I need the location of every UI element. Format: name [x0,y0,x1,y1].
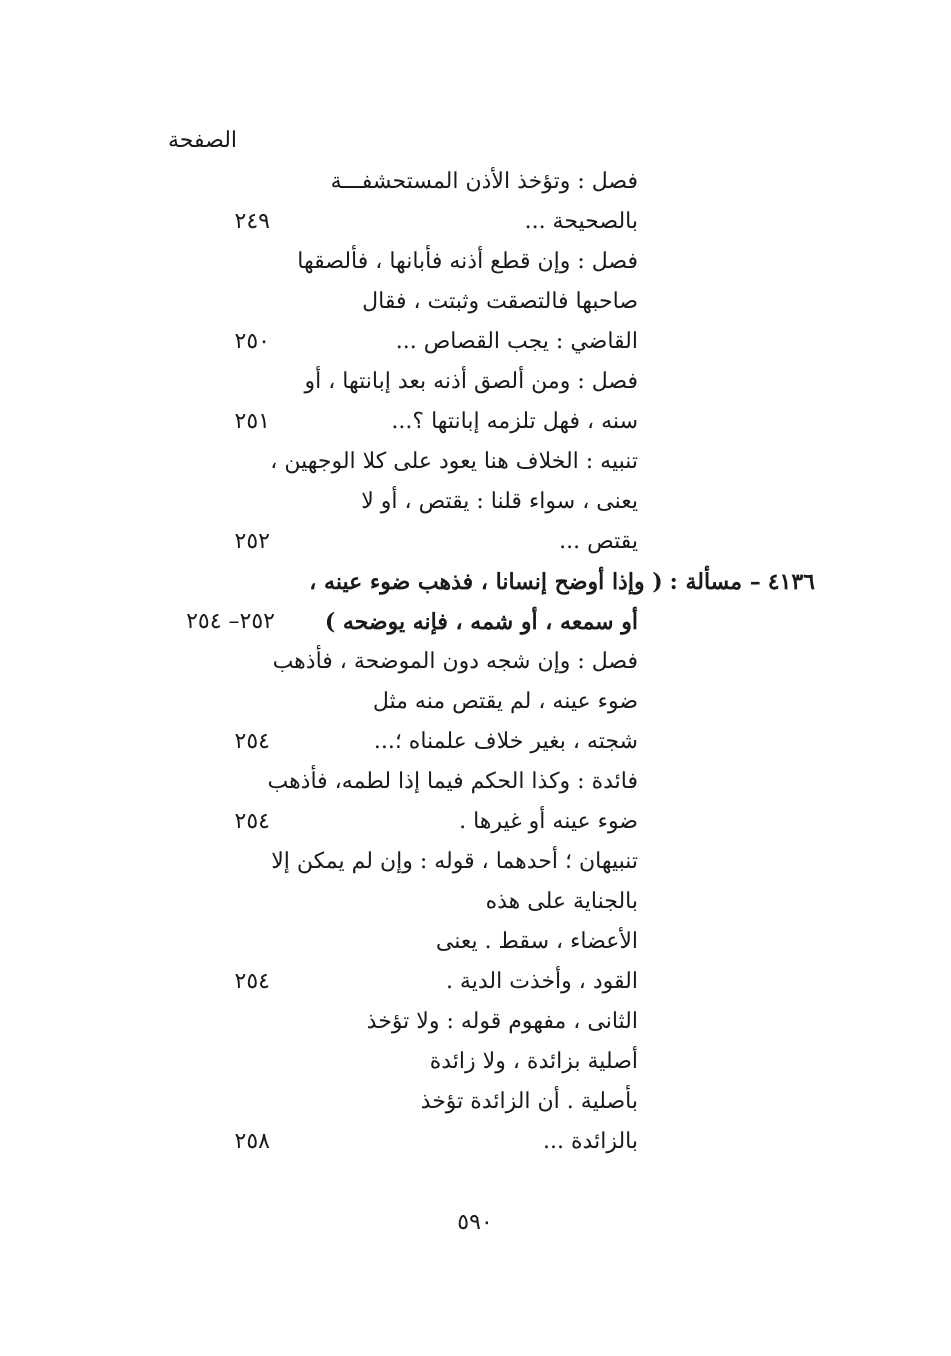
index-line: فصل : ومن ألصق أذنه بعد إبانتها ، أو [304,369,638,394]
index-line: فصل : وإن قطع أذنه فأبانها ، فألصقها [297,249,638,274]
entry-heading [135,562,815,602]
page-number: ٥٩٠ [457,1210,493,1235]
index-line: ضوء عينه ، لم يقتص منه مثل [372,689,638,714]
entry-number: ٤١٣٦ [767,569,815,595]
page-reference: ٢٥٢ [234,529,270,554]
index-line: تنبيهان ؛ أحدهما ، قوله : وإن لم يمكن إلا [271,849,638,874]
index-line: ضوء عينه أو غيرها . [459,809,638,834]
index-line: يعنى ، سواء قلنا : يقتص ، أو لا [361,489,638,514]
index-line: القود ، وأخذت الدية . [445,969,638,994]
entry-text: ( وإذا أوضح إنسانا ، فذهب ضوء عينه ، [309,569,663,595]
entry-label: – مسألة : [669,569,761,595]
page-reference: ٢٥١ [234,409,270,434]
index-line: سنه ، فهل تلزمه إبانتها ؟... [391,409,638,434]
page-reference: ٢٤٩ [234,209,270,234]
index-line: القاضي : يجب القصاص ... [395,329,638,354]
page-reference: ٢٥٠ [234,329,270,354]
page-reference: ٢٥٤ [234,969,270,994]
index-line: بالزائدة ... [543,1129,638,1154]
index-line: بالجناية على هذه [485,889,638,914]
page-column-label: الصفحة [168,128,238,153]
page-reference: ٢٥٢– ٢٥٤ [186,609,275,634]
index-line: فصل : وتؤخذ الأذن المستحشفـــة [330,169,638,194]
index-line: فائدة : وكذا الحكم فيما إذا لطمه، فأذهب [267,769,638,794]
index-line: الأعضاء ، سقط . يعنى [435,929,638,954]
index-line: صاحبها فالتصقت وثبتت ، فقال [362,289,638,314]
index-line: أصلية بزائدة ، ولا زائدة [429,1049,638,1074]
index-line: تنبيه : الخلاف هنا يعود على كلا الوجهين ، [270,449,638,474]
entry-text-continuation: أو سمعه ، أو شمه ، فإنه يوضحه ) [324,609,638,635]
index-line: بأصلية . أن الزائدة تؤخذ [420,1089,638,1114]
page-reference: ٢٥٤ [234,729,270,754]
page-reference: ٢٥٤ [234,809,270,834]
index-line: شجته ، بغير خلاف علمناه ؛... [373,729,638,754]
index-line: بالصحيحة ... [524,209,638,234]
index-line: الثانى ، مفهوم قوله : ولا تؤخذ [366,1009,638,1034]
page-reference: ٢٥٨ [234,1129,270,1154]
index-line: يقتص ... [559,529,638,554]
index-line: فصل : وإن شجه دون الموضحة ، فأذهب [272,649,638,674]
